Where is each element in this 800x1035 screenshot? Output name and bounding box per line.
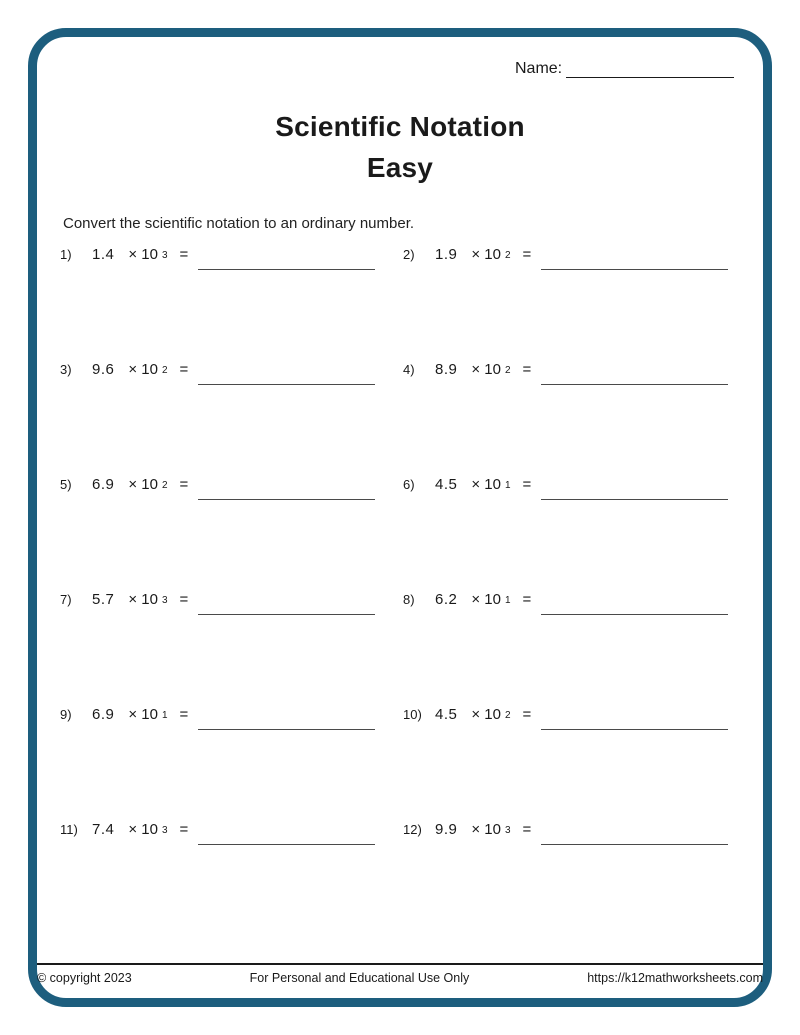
equals-sign: = xyxy=(179,246,189,263)
problem-number: 3) xyxy=(60,362,72,377)
times-ten-text: × 10 xyxy=(128,591,158,608)
problem-row xyxy=(60,246,403,270)
exponent-value: 3 xyxy=(161,250,168,261)
page-subtitle: Easy xyxy=(366,152,434,183)
coefficient-value: 1.9 xyxy=(435,246,458,263)
problem-row xyxy=(60,706,403,730)
equals-sign: = xyxy=(179,361,189,378)
exponent-value: 3 xyxy=(504,825,511,836)
problem-number: 6) xyxy=(403,477,415,492)
exponent-value: 2 xyxy=(161,365,168,376)
answer-blank-line xyxy=(541,829,728,845)
problem-number: 9) xyxy=(60,707,72,722)
exponent-value: 2 xyxy=(161,480,168,491)
problem-number: 5) xyxy=(60,477,72,492)
answer-blank-line xyxy=(198,599,375,615)
equals-sign: = xyxy=(179,706,189,723)
problem-row xyxy=(60,821,403,845)
times-ten-text: × 10 xyxy=(471,476,501,493)
problem-number: 8) xyxy=(403,592,415,607)
problem-number: 2) xyxy=(403,247,415,262)
title-block xyxy=(0,106,800,188)
problem-number: 1) xyxy=(60,247,72,262)
answer-blank-line xyxy=(198,829,375,845)
coefficient-value: 1.4 xyxy=(92,246,115,263)
answer-blank-line xyxy=(541,599,728,615)
problem-number: 10) xyxy=(403,707,422,722)
times-ten-text: × 10 xyxy=(128,476,158,493)
coefficient-value: 5.7 xyxy=(92,591,115,608)
coefficient-value: 6.2 xyxy=(435,591,458,608)
coefficient-value: 9.6 xyxy=(92,361,115,378)
answer-blank-line xyxy=(541,484,728,500)
coefficient-value: 7.4 xyxy=(92,821,115,838)
coefficient-value: 6.9 xyxy=(92,706,115,723)
coefficient-value: 6.9 xyxy=(92,476,115,493)
problem-row xyxy=(60,591,403,615)
exponent-value: 2 xyxy=(504,365,511,376)
times-ten-text: × 10 xyxy=(128,821,158,838)
times-ten-text: × 10 xyxy=(128,246,158,263)
usage-text: For Personal and Educational Use Only xyxy=(249,971,470,985)
equals-sign: = xyxy=(522,361,532,378)
problem-row xyxy=(60,476,403,500)
name-label: Name: xyxy=(515,60,563,77)
website-link[interactable]: https://k12mathworksheets.com xyxy=(587,971,763,985)
times-ten-text: × 10 xyxy=(128,361,158,378)
name-blank-line xyxy=(566,60,734,78)
answer-blank-line xyxy=(541,254,728,270)
times-ten-text: × 10 xyxy=(471,246,501,263)
answer-blank-line xyxy=(198,484,375,500)
footer xyxy=(37,963,763,985)
instructions-text: Convert the scientific notation to an ordinary number. xyxy=(63,215,415,232)
times-ten-text: × 10 xyxy=(471,821,501,838)
problem-row xyxy=(403,591,728,615)
exponent-value: 2 xyxy=(504,710,511,721)
coefficient-value: 9.9 xyxy=(435,821,458,838)
problem-row xyxy=(403,706,728,730)
answer-blank-line xyxy=(198,254,375,270)
exponent-value: 1 xyxy=(504,480,511,491)
answer-blank-line xyxy=(198,369,375,385)
equals-sign: = xyxy=(179,821,189,838)
exponent-value: 3 xyxy=(161,595,168,606)
problems-grid xyxy=(60,246,728,936)
exponent-value: 1 xyxy=(504,595,511,606)
exponent-value: 2 xyxy=(504,250,511,261)
equals-sign: = xyxy=(179,591,189,608)
problem-row xyxy=(403,361,728,385)
exponent-value: 1 xyxy=(161,710,168,721)
answer-blank-line xyxy=(541,714,728,730)
name-block xyxy=(515,60,734,78)
times-ten-text: × 10 xyxy=(471,361,501,378)
equals-sign: = xyxy=(522,706,532,723)
copyright-text: © copyright 2023 xyxy=(37,971,132,985)
answer-blank-line xyxy=(198,714,375,730)
problem-number: 11) xyxy=(60,822,78,837)
times-ten-text: × 10 xyxy=(471,591,501,608)
equals-sign: = xyxy=(522,591,532,608)
problem-row xyxy=(403,246,728,270)
equals-sign: = xyxy=(179,476,189,493)
exponent-value: 3 xyxy=(161,825,168,836)
equals-sign: = xyxy=(522,821,532,838)
problem-row xyxy=(60,361,403,385)
problem-number: 7) xyxy=(60,592,72,607)
problem-row xyxy=(403,476,728,500)
answer-blank-line xyxy=(541,369,728,385)
coefficient-value: 8.9 xyxy=(435,361,458,378)
coefficient-value: 4.5 xyxy=(435,706,458,723)
problem-row xyxy=(403,821,728,845)
coefficient-value: 4.5 xyxy=(435,476,458,493)
equals-sign: = xyxy=(522,476,532,493)
page-title: Scientific Notation xyxy=(275,111,525,142)
times-ten-text: × 10 xyxy=(128,706,158,723)
problem-number: 4) xyxy=(403,362,415,377)
times-ten-text: × 10 xyxy=(471,706,501,723)
problem-number: 12) xyxy=(403,822,422,837)
equals-sign: = xyxy=(522,246,532,263)
